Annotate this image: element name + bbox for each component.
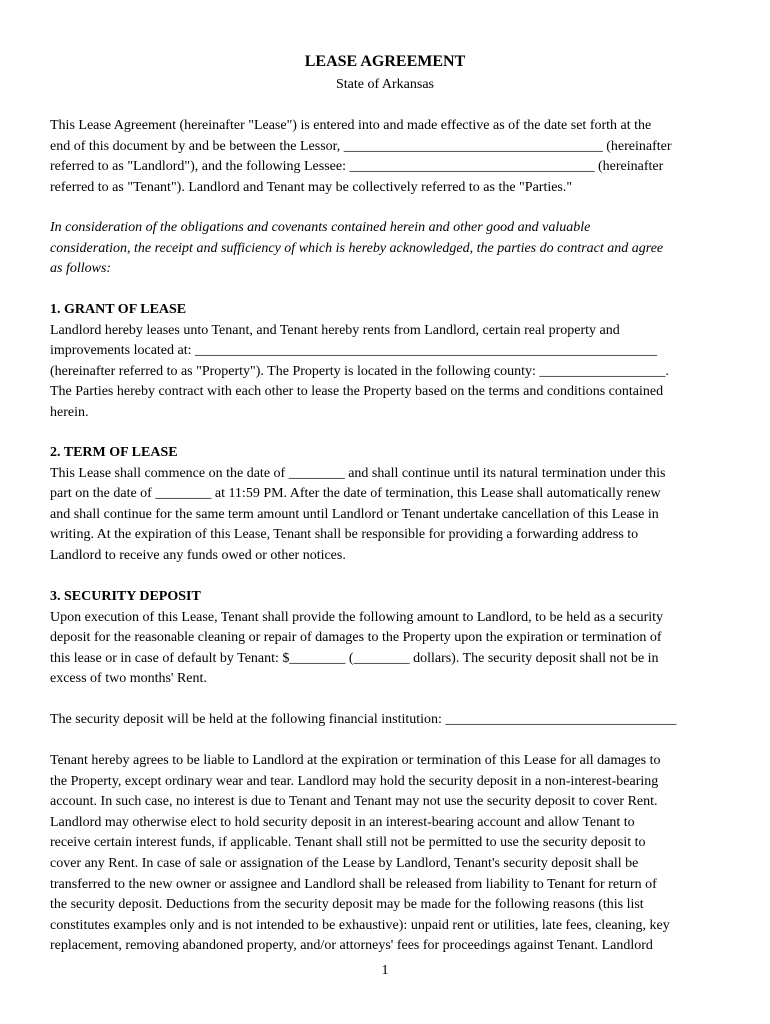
section-line: Upon execution of this Lease, Tenant shall provide the following amount to Landlord, to be held as a security bbox=[50, 609, 664, 625]
section-line: improvements located at: __________________________________________________________________ bbox=[50, 343, 658, 359]
institution-paragraph bbox=[50, 710, 730, 731]
consideration-line: In consideration of the obligations and covenants contained herein and other good and valuable bbox=[50, 220, 591, 235]
intro-line: end of this document by and be between the Lessor, _____________________________________ (hereinafter bbox=[50, 138, 672, 154]
section-line: writing. At the expiration of this Lease, Tenant shall be responsible for providing a forwarding address to bbox=[50, 527, 639, 543]
section-line: this lease or in case of default by Tenant: $________ (________ dollars). The security deposit shall not be in bbox=[50, 650, 659, 666]
section-heading: 2. TERM OF LEASE bbox=[50, 445, 178, 460]
consideration-line: as follows: bbox=[50, 261, 112, 277]
document-subtitle: State of Arkansas bbox=[336, 77, 434, 92]
section-line: herein. bbox=[50, 404, 89, 420]
liability-line: constitutes examples only and is not intended to be exhaustive): unpaid rent or utilities, late fees, cleaning, key bbox=[50, 917, 670, 933]
section-line: Landlord hereby leases unto Tenant, and Tenant hereby rents from Landlord, certain real property and bbox=[50, 322, 620, 338]
page-number: 1 bbox=[381, 963, 389, 978]
section-heading: 1. GRANT OF LEASE bbox=[50, 302, 187, 317]
liability-line: replacement, removing abandoned property, and/or attorneys' fees for proceedings against Tenant. Landlord bbox=[50, 938, 653, 954]
liability-line: Tenant hereby agrees to be liable to Landlord at the expiration or termination of this Lease for all damages to bbox=[50, 753, 661, 768]
consideration-paragraph bbox=[50, 218, 730, 280]
section-line: excess of two months' Rent. bbox=[50, 671, 207, 687]
section-grant-of-lease bbox=[50, 300, 730, 424]
intro-line: referred to as "Tenant"). Landlord and Tenant may be collectively referred to as the "Parties." bbox=[50, 179, 573, 195]
liability-line: receive certain interest funds, if applicable. Tenant shall still not be permitted to use the security deposit to bbox=[50, 835, 646, 851]
section-line: The Parties hereby contract with each other to lease the Property based on the terms and conditions contained bbox=[50, 384, 664, 400]
institution-line: The security deposit will be held at the following financial institution: _________________________________ bbox=[50, 712, 677, 727]
section-term-of-lease bbox=[50, 443, 730, 567]
liability-line: cover any Rent. In case of sale or assignation of the Lease by Landlord, Tenant's security deposit shall be bbox=[50, 855, 639, 871]
intro-line: This Lease Agreement (hereinafter "Lease") is entered into and made effective as of the date set forth at the bbox=[50, 118, 652, 133]
document-title: LEASE AGREEMENT bbox=[304, 53, 466, 70]
section-line: and shall continue for the same term amount until Landlord or Tenant undertake cancellation of this Lease in bbox=[50, 506, 659, 522]
liability-line: transferred to the new owner or assignee and Landlord shall be released from liability to Tenant for return of bbox=[50, 876, 657, 892]
section-security-deposit bbox=[50, 587, 730, 690]
liability-line: account. In such case, no interest is due to Tenant and Tenant may not use the security deposit to cover Rent. bbox=[50, 794, 658, 810]
section-line: (hereinafter referred to as "Property"). The Property is located in the following county: __________________. bbox=[50, 363, 669, 379]
liability-paragraph bbox=[50, 751, 730, 957]
section-line: Landlord to receive any funds owed or other notices. bbox=[50, 547, 346, 563]
consideration-line: consideration, the receipt and sufficiency of which is hereby acknowledged, the parties do contract and agree bbox=[50, 240, 664, 256]
liability-line: the Property, except ordinary wear and tear. Landlord may hold the security deposit in a non-interest-bearing bbox=[50, 773, 659, 789]
liability-line: Landlord may otherwise elect to hold security deposit in an interest-bearing account and allow Tenant to bbox=[50, 814, 635, 830]
liability-line: the security deposit. Deductions from the security deposit may be made for the following reasons (this list bbox=[50, 897, 644, 913]
intro-paragraph bbox=[50, 116, 730, 198]
section-line: This Lease shall commence on the date of ________ and shall continue until its natural termination under this bbox=[50, 465, 666, 481]
intro-line: referred to as "Landlord"), and the following Lessee: ___________________________________ (hereinafter bbox=[50, 159, 664, 175]
section-heading: 3. SECURITY DEPOSIT bbox=[50, 589, 201, 604]
section-line: deposit for the reasonable cleaning or repair of damages to the Property upon the expiration or termination of bbox=[50, 630, 662, 646]
section-line: part on the date of ________ at 11:59 PM. After the date of termination, this Lease shall automatically renew bbox=[50, 486, 661, 502]
